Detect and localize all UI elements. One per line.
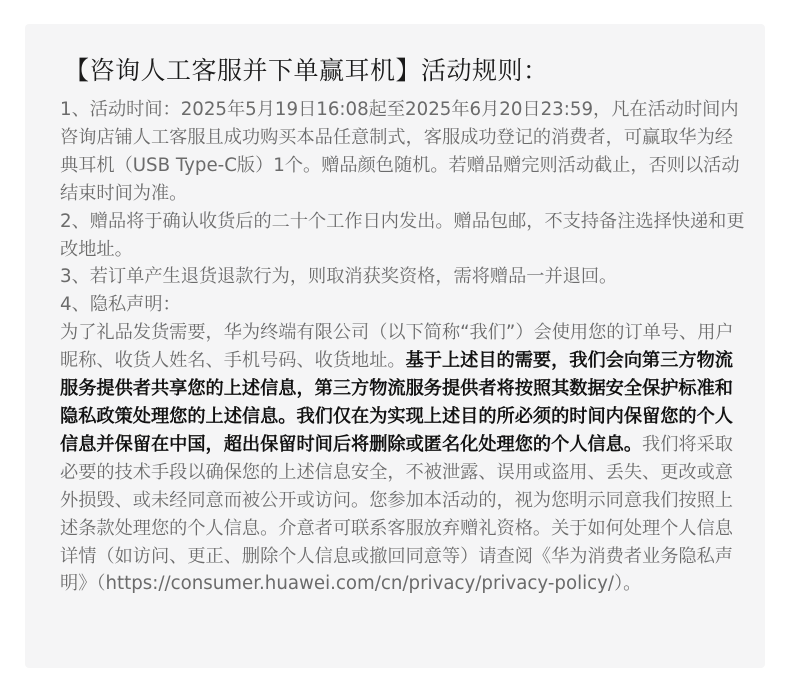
privacy-intro-text: 为了礼品发货需要，华为终端有限公司（以下简称“我们”）会使用您的订单号、用户昵称、收货人姓名、手机号码、收货地址。 bbox=[60, 322, 734, 372]
rules-title: 【咨询人工客服并下单赢耳机】活动规则： bbox=[64, 56, 549, 85]
privacy-rest-text: 我们将采取必要的技术手段以确保您的上述信息安全，不被泄露、误用或盗用、丢失、更改或意外损毁、或未经同意而被公开或访问。您参加本活动的，视为您明示同意我们按照上述条款处理您的个人信息。介意者可联系客服放弃赠礼资格。关于如何处理个人信息详情（如访问、更正、删除个人信息或撤回同意等）请查阅《华为消费者业务隐私声明》（https://consumer.huawei.com/cn/privacy/privacy-policy/）。 bbox=[60, 433, 733, 595]
rules-body bbox=[60, 96, 747, 598]
activity-rules-card bbox=[25, 24, 765, 668]
rule-item-shipping: 2、赠品将于确认收货后的二十个工作日内发出。赠品包邮，不支持备注选择快递和更改地址。 bbox=[60, 210, 745, 260]
rule-item-privacy-heading: 4、隐私声明： bbox=[60, 294, 181, 316]
rule-item-refund: 3、若订单产生退货退款行为，则取消获奖资格，需将赠品一并退回。 bbox=[60, 266, 618, 288]
privacy-statement bbox=[60, 319, 747, 598]
rule-item-activity-time: 1、活动时间：2025年5月19日16:08起至2025年6月20日23:59，凡在活动时间内咨询店铺人工客服且成功购买本品任意制式，客服成功登记的消费者，可赢取华为经典耳机（USB Type-C版）1个。赠品颜色随机。若赠品赠完则活动截止，否则以活动结束时间为准。 bbox=[60, 99, 740, 204]
privacy-bold-text: 基于上述目的需要，我们会向第三方物流服务提供者共享您的上述信息，第三方物流服务提供者将按照其数据安全保护标准和隐私政策处理您的上述信息。我们仅在为实现上述目的所必须的时间内保留您的个人信息并保留在中国，超出保留时间后将删除或匿名化处理您的个人信息。 bbox=[60, 350, 733, 455]
